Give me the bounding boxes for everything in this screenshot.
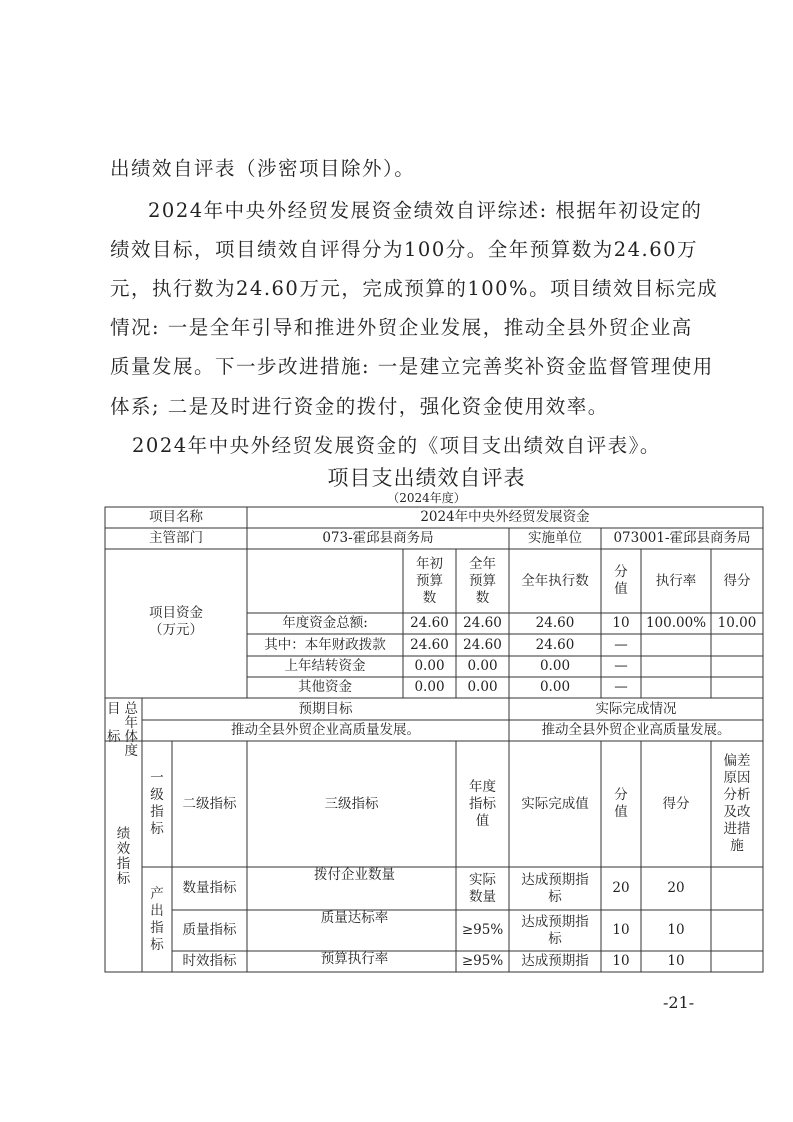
paragraph-line: 质量发展。下一步改进措施: 一是建立完善奖补资金监督管理使用 [110,355,714,378]
table-subtitle: （2024年度） [387,491,466,505]
funds-weight: — [601,634,641,656]
funds-executed: 0.00 [509,677,601,698]
perf-level2: 质量指标 [172,910,247,951]
funds-rate: 100.00% [641,613,711,634]
dept-label: 主管部门 [105,528,247,549]
goal-expected-header: 预期目标 [142,698,509,720]
funds-weight: — [601,677,641,698]
funds-initial: 0.00 [403,656,456,677]
perf-score: 20 [641,867,711,910]
header-score: 得分 [711,549,763,613]
project-name-label: 项目名称 [105,507,247,528]
funds-header-blank [247,549,403,613]
paragraph-line: 体系; 二是及时进行资金的拨付，强化资金使用效率。 [110,395,609,418]
funds-annual: 24.60 [456,613,509,634]
perf-deviation [711,951,763,972]
funds-label: 项目资金 （万元） [105,549,247,698]
goal-actual-value: 推动全县外贸企业高质量发展。 [509,720,763,741]
funds-rate [641,677,711,698]
perf-actual: 达成预期指 标 [509,867,601,910]
paragraph-line: 出绩效自评表（涉密项目除外）。 [110,157,416,180]
paragraph-line: 绩效目标，项目绩效自评得分为100分。全年预算数为24.60万 [110,238,699,261]
perf-score: 10 [641,951,711,972]
funds-row-label: 其中：本年财政拨款 [247,634,403,656]
funds-score: 10.00 [711,613,763,634]
perf-deviation [711,867,763,910]
paragraph-line: 2024年中央外经贸发展资金的《项目支出绩效自评表》。 [132,434,661,457]
impl-unit-label: 实施单位 [509,528,601,549]
funds-executed: 0.00 [509,656,601,677]
funds-weight: — [601,656,641,677]
funds-row-label: 其他资金 [247,677,403,698]
perf-target: ≥95% [456,910,509,951]
perf-level3: 拨付企业数量 [247,867,456,910]
goal-side-label: 目总年 标体度 [105,698,142,741]
table-title: 项目支出绩效自评表 [327,466,526,490]
perf-actual: 达成预期指 标 [509,910,601,951]
perf-group-label: 产 出 指 标 [142,867,172,972]
perf-level2: 时效指标 [172,951,247,972]
header-exec-rate: 执行率 [641,549,711,613]
funds-initial: 24.60 [403,634,456,656]
funds-executed: 24.60 [509,613,601,634]
funds-weight: 10 [601,613,641,634]
header-level3: 三级指标 [247,741,456,867]
funds-initial: 24.60 [403,613,456,634]
perf-score: 10 [641,910,711,951]
goal-expected-value: 推动全县外贸企业高质量发展。 [142,720,509,741]
impl-unit-value: 073001-霍邱县商务局 [601,528,763,549]
header-weight: 分 值 [601,549,641,613]
perf-side-label: 绩 效 指 标 [105,741,142,972]
perf-deviation [711,910,763,951]
paragraph-line: 2024年中央外经贸发展资金绩效自评综述: 根据年初设定的 [148,199,703,222]
dept-value: 073-霍邱县商务局 [247,528,509,549]
header-initial-budget: 年初 预算 数 [403,549,456,613]
paragraph-line: 情况: 一是全年引导和推进外贸企业发展，推动全县外贸企业高 [110,316,693,339]
header-score: 得分 [641,741,711,867]
perf-weight: 10 [601,910,641,951]
header-weight: 分 值 [601,741,641,867]
perf-weight: 20 [601,867,641,910]
perf-target: ≥95% [456,951,509,972]
header-actual: 实际完成值 [509,741,601,867]
funds-rate [641,634,711,656]
funds-score [711,634,763,656]
perf-level2: 数量指标 [172,867,247,910]
page-number: -21- [663,993,695,1012]
funds-annual: 24.60 [456,634,509,656]
funds-score [711,677,763,698]
perf-level3: 质量达标率 [247,910,456,951]
header-annual-budget: 全年 预算 数 [456,549,509,613]
perf-weight: 10 [601,951,641,972]
header-deviation: 偏差 原因 分析 及改 进措 施 [711,741,763,867]
funds-annual: 0.00 [456,677,509,698]
header-target: 年度 指标 值 [456,741,509,867]
header-level1: 一 级 指 标 [142,741,172,867]
paragraph-line: 元，执行数为24.60万元，完成预算的100%。项目绩效目标完成 [110,277,719,300]
perf-actual: 达成预期指 [509,951,601,972]
funds-row-label: 上年结转资金 [247,656,403,677]
funds-initial: 0.00 [403,677,456,698]
perf-level3: 预算执行率 [247,951,456,972]
project-name-value: 2024年中央外经贸发展资金 [247,507,763,528]
goal-actual-header: 实际完成情况 [509,698,763,720]
funds-row-label: 年度资金总额: [247,613,403,634]
funds-rate [641,656,711,677]
funds-annual: 0.00 [456,656,509,677]
perf-target: 实际 数量 [456,867,509,910]
header-executed: 全年执行数 [509,549,601,613]
header-level2: 二级指标 [172,741,247,867]
funds-score [711,656,763,677]
funds-executed: 24.60 [509,634,601,656]
